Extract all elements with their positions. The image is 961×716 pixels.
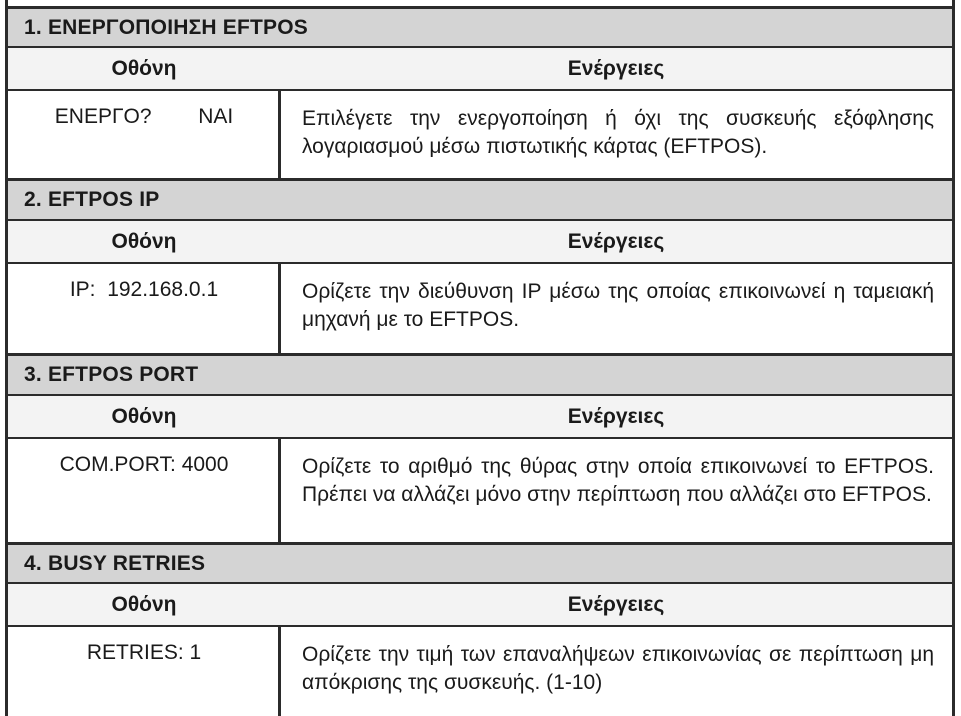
screen-column-header: Οθόνη: [111, 592, 177, 616]
section-4-column-headers: [8, 584, 952, 627]
section-3-row: [8, 439, 952, 542]
screen-text: ΕΝΕΡΓΟ? ΝΑΙ: [54, 105, 234, 128]
actions-column-header: Ενέργειες: [567, 229, 665, 253]
screen-column-header: Οθόνη: [111, 229, 177, 253]
actions-column-header: Ενέργειες: [567, 404, 665, 428]
action-text: Ορίζετε το αριθμό της θύρας στην οποία επικοινωνεί το EFTPOS. Πρέπει να αλλάζει μόνο στην περίπτωση που αλλάζει στο EFTPOS.: [302, 455, 934, 506]
actions-column-header: Ενέργειες: [567, 56, 665, 80]
actions-column-header: Ενέργειες: [567, 592, 665, 616]
screen-text: RETRIES: 1: [86, 641, 202, 664]
section-3-title-bar: [8, 353, 952, 396]
screen-column-header: Οθόνη: [111, 404, 177, 428]
settings-document: [5, 0, 955, 716]
section-title: 4. BUSY RETRIES: [24, 551, 206, 575]
section-1-title-bar: [8, 6, 952, 48]
section-2-row: [8, 264, 952, 353]
screen-text: COM.PORT: 4000: [59, 453, 229, 476]
section-4-title-bar: [8, 542, 952, 584]
screen-text: IP: 192.168.0.1: [69, 278, 219, 301]
action-text: Ορίζετε την διεύθυνση IP μέσω της οποίας επικοινωνεί η ταμειακή μηχανή με το EFTPOS.: [302, 280, 934, 331]
section-4-row: [8, 627, 952, 716]
section-3-column-headers: [8, 396, 952, 439]
section-2-title-bar: [8, 178, 952, 221]
section-2-column-headers: [8, 221, 952, 264]
section-title: 3. EFTPOS PORT: [24, 363, 199, 386]
action-text: Επιλέγετε την ενεργοποίηση ή όχι της συσκευής εξόφλησης λογαριασμού μέσω πιστωτικής κάρτας (EFTPOS).: [302, 107, 934, 158]
screen-column-header: Οθόνη: [111, 56, 177, 80]
section-1-column-headers: [8, 48, 952, 91]
section-1-row: [8, 91, 952, 178]
section-title: 2. EFTPOS IP: [24, 188, 160, 211]
action-text: Ορίζετε την τιμή των επαναλήψεων επικοινωνίας σε περίπτωση μη απόκρισης της συσκευής. (1-10): [302, 643, 934, 694]
section-title: 1. ΕΝΕΡΓΟΠΟΙΗΣΗ EFTPOS: [24, 15, 309, 39]
